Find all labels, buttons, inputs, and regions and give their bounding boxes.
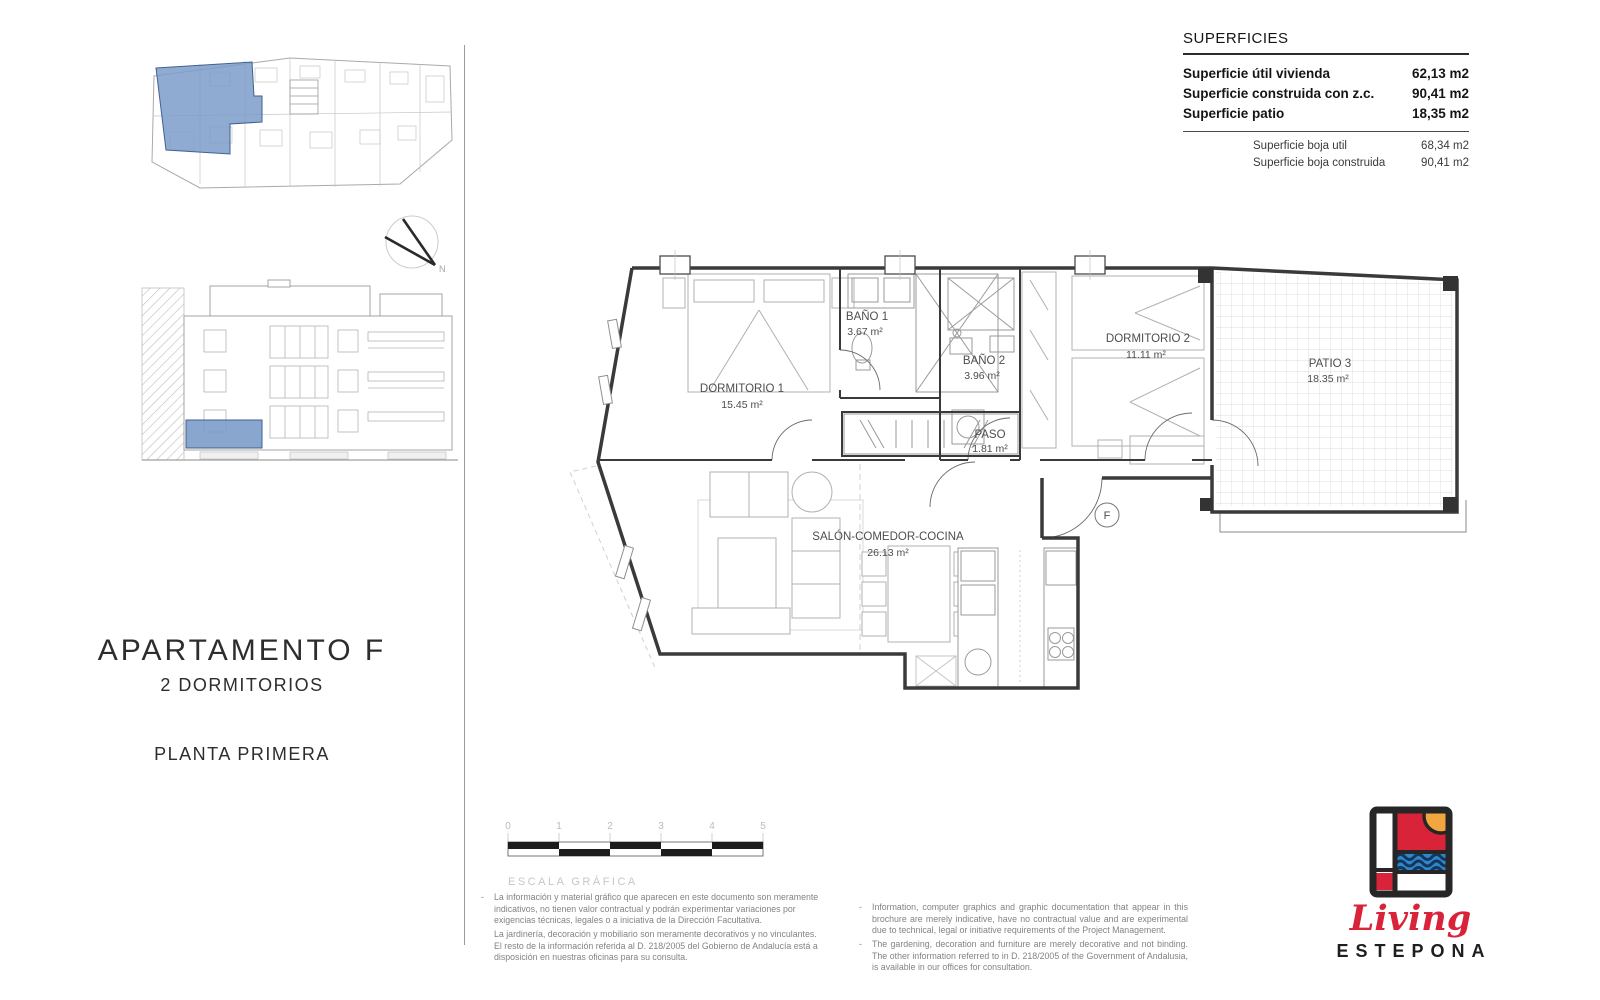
north-arrow	[372, 208, 457, 278]
row-label: Superficie útil vivienda	[1183, 66, 1331, 81]
brand-script: Living	[1349, 898, 1472, 939]
room-area: 11.11 m²	[1126, 349, 1166, 361]
floor-hatch-square	[916, 656, 956, 686]
floor-label: PLANTA PRIMERA	[154, 744, 330, 764]
room-area: 26.13 m²	[867, 547, 909, 559]
table-row	[1183, 138, 1469, 155]
room-label: DORMITORIO 1	[699, 383, 785, 395]
building-elevation	[140, 278, 460, 473]
row-value: 68,34 m2	[1421, 140, 1469, 152]
graphic-scale-bar	[490, 818, 780, 866]
disclaimer-continuation: La jardinería, decoración y mobiliario son meramente decorativos y no vinculantes. El resto de la información referida al D. 218/2005 del Gobierno de Andalucía está a disposición en nuestras oficinas para su consulta.	[494, 929, 818, 963]
disclaimer-english	[856, 902, 1188, 976]
door-arcs	[772, 350, 1258, 538]
main-floor-plan	[560, 250, 1470, 710]
room-label: SALÓN-COMEDOR-COCINA	[812, 531, 964, 543]
bed-double	[663, 274, 854, 392]
scale-tick: 5	[760, 821, 766, 832]
party-wall-hatch	[142, 288, 184, 460]
disclaimer-item: - Information, computer graphics and graphic documentation that appear in this brochure are merely indicative, have no contractual value and are experimental due to technical, legal or initiative requirements of the Project Management.	[856, 902, 1188, 937]
window-sills	[599, 319, 651, 630]
row-value: 18,35 m2	[1411, 106, 1469, 121]
disclaimer-item: - La información y material gráfico que aparecen en este documento son meramente indicativos, no tienen valor contractual y podrán experimentar variaciones por exigencias técnicas, legales o a iniciativa de la Dirección Facultativa.	[478, 892, 820, 927]
interior-walls	[598, 268, 1212, 460]
title-block	[28, 634, 456, 765]
patio-paving-grid	[1216, 272, 1453, 506]
scale-caption: ESCALA GRÁFICA	[508, 876, 638, 888]
scale-tick: 1	[556, 821, 562, 832]
scale-tick: 4	[709, 821, 715, 832]
room-label: DORMITORIO 2	[1105, 333, 1191, 345]
row-label: Superficie boja util	[1253, 140, 1347, 152]
unit-label: F	[1103, 510, 1111, 522]
logo-red-square	[1376, 873, 1393, 890]
highlighted-unit-plan	[156, 62, 262, 154]
apartment-title: APARTAMENTO F	[97, 634, 387, 667]
bedroom2-furniture	[1022, 272, 1204, 464]
apartment-subtitle: 2 DORMITORIOS	[160, 675, 324, 695]
scale-tick: 0	[505, 821, 511, 832]
surfaces-table	[1183, 30, 1469, 172]
column-markers	[660, 256, 1105, 274]
highlighted-unit-elevation	[186, 420, 262, 448]
scale-tick: 3	[658, 821, 664, 832]
scale-tick: 2	[607, 821, 613, 832]
disclaimer-item: - The gardening, decoration and furniture are merely decorative and not binding. The other information referred to in D. 218/2005 of the Government of Andalusia, is available in our offices for consultation.	[856, 939, 1188, 974]
table-row	[1183, 64, 1469, 84]
table-divider	[1183, 131, 1469, 172]
room-label: BAÑO 2	[962, 355, 1006, 367]
room-label: PASO	[974, 429, 1006, 441]
row-value: 62,13 m2	[1411, 66, 1469, 81]
row-label: Superficie construida con z.c.	[1183, 86, 1375, 101]
brand-name: ESTEPONA	[1336, 940, 1492, 961]
compass-label: N	[439, 264, 446, 274]
table-row	[1183, 104, 1469, 124]
room-area: 3.96 m²	[964, 370, 1000, 382]
row-value: 90,41 m2	[1421, 157, 1469, 169]
table-row	[1183, 84, 1469, 104]
key-floor-plan	[140, 42, 460, 202]
table-row	[1183, 155, 1469, 172]
room-area: 18.35 m²	[1307, 373, 1349, 385]
living-room-furniture	[692, 472, 840, 634]
logo-icon	[1369, 806, 1453, 898]
vertical-divider	[464, 45, 465, 945]
room-label: BAÑO 1	[845, 311, 889, 323]
surfaces-heading: SUPERFICIES	[1183, 30, 1469, 55]
room-area: 3.67 m²	[847, 326, 883, 338]
kitchen-counters	[958, 548, 1078, 688]
row-value: 90,41 m2	[1411, 86, 1469, 101]
room-area: 1.81 m²	[972, 443, 1008, 455]
brand-logo	[1328, 806, 1493, 962]
disclaimer-spanish	[478, 892, 820, 964]
row-label: Superficie boja construida	[1253, 157, 1386, 169]
room-area: 15.45 m²	[721, 399, 763, 411]
row-label: Superficie patio	[1183, 106, 1285, 121]
room-label: PATIO 3	[1308, 358, 1352, 370]
waves-icon	[1396, 855, 1450, 873]
